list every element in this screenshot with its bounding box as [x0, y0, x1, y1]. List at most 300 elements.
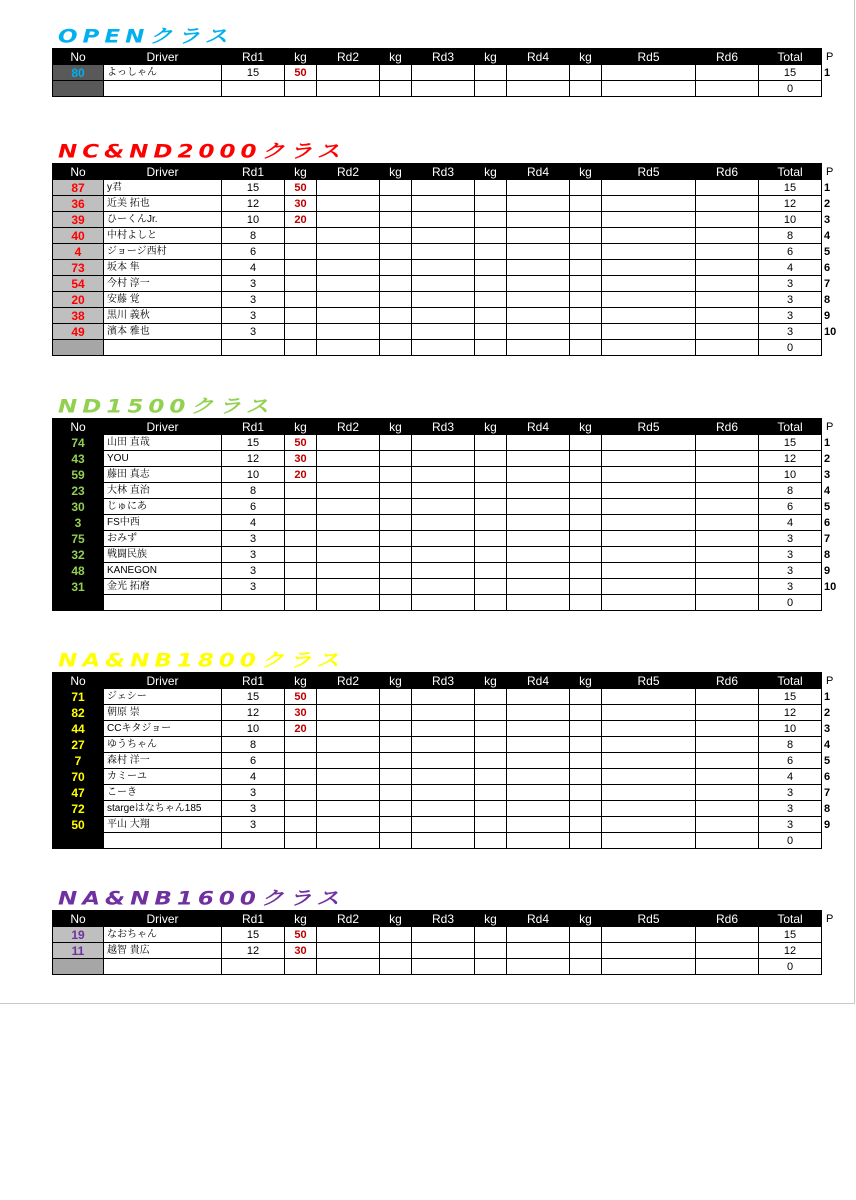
empty-cell [602, 483, 696, 499]
empty-cell [570, 65, 602, 81]
empty-cell [602, 260, 696, 276]
total-points: 8 [759, 228, 822, 244]
column-header: Rd2 [317, 164, 380, 180]
empty-cell [380, 531, 412, 547]
empty-cell [570, 563, 602, 579]
driver-name: 越智 貴広 [104, 943, 222, 959]
car-number: 38 [53, 308, 104, 324]
column-header: Rd5 [602, 49, 696, 65]
empty-cell [602, 563, 696, 579]
position: 8 [824, 802, 831, 815]
empty-cell [475, 705, 507, 721]
rd1-kg: 30 [285, 943, 317, 959]
empty-cell [570, 769, 602, 785]
column-header: Rd3 [412, 911, 475, 927]
empty-cell [696, 531, 759, 547]
empty-cell [696, 515, 759, 531]
position: 3 [824, 213, 831, 226]
empty-cell [602, 959, 696, 975]
class-title: NA&NB1600クラス [58, 887, 345, 910]
rd1-points: 4 [222, 515, 285, 531]
empty-cell [570, 785, 602, 801]
table-row [53, 785, 846, 801]
section-na-nb1800 [52, 644, 846, 849]
empty-cell [570, 531, 602, 547]
empty-cell [475, 435, 507, 451]
empty-cell [475, 515, 507, 531]
empty-cell [380, 689, 412, 705]
rd1-kg: 50 [285, 435, 317, 451]
total-points: 3 [759, 292, 822, 308]
empty-cell [475, 292, 507, 308]
table-row [53, 721, 846, 737]
results-table [52, 672, 846, 849]
empty-cell [475, 737, 507, 753]
empty-cell [317, 212, 380, 228]
table-row-blank [53, 340, 846, 356]
empty-cell [602, 705, 696, 721]
empty-cell [380, 451, 412, 467]
empty-cell [285, 595, 317, 611]
rd1-points: 8 [222, 737, 285, 753]
empty-cell [317, 785, 380, 801]
rd1-kg [285, 499, 317, 515]
empty-cell [380, 244, 412, 260]
column-header: Rd3 [412, 49, 475, 65]
empty-cell [602, 244, 696, 260]
car-number: 71 [53, 689, 104, 705]
empty-cell [507, 801, 570, 817]
car-number: 31 [53, 579, 104, 595]
empty-cell [602, 65, 696, 81]
empty-cell [475, 579, 507, 595]
position [822, 959, 846, 975]
position: 5 [824, 500, 831, 513]
column-header: kg [570, 673, 602, 689]
empty-cell [317, 467, 380, 483]
section-open [52, 20, 846, 97]
empty-cell [475, 959, 507, 975]
rd1-points: 3 [222, 324, 285, 340]
empty-cell [507, 180, 570, 196]
total-points: 3 [759, 308, 822, 324]
rd1-kg [285, 563, 317, 579]
empty-cell [507, 753, 570, 769]
column-header: kg [380, 673, 412, 689]
empty-cell [507, 595, 570, 611]
empty-cell [602, 817, 696, 833]
empty-cell [317, 435, 380, 451]
empty-cell [412, 228, 475, 244]
header-row [53, 164, 846, 180]
empty-cell [475, 943, 507, 959]
driver-name: おみず [104, 531, 222, 547]
car-number: 23 [53, 483, 104, 499]
rd1-points: 6 [222, 244, 285, 260]
empty-cell [507, 212, 570, 228]
empty-cell [475, 212, 507, 228]
empty-cell [602, 276, 696, 292]
empty-cell [570, 499, 602, 515]
empty-cell [507, 483, 570, 499]
empty-cell [412, 769, 475, 785]
empty-cell [380, 959, 412, 975]
empty-cell [507, 737, 570, 753]
rd1-kg: 30 [285, 196, 317, 212]
empty-cell [412, 595, 475, 611]
driver-name: 坂本 隼 [104, 260, 222, 276]
empty-cell [475, 801, 507, 817]
empty-cell [380, 467, 412, 483]
empty-cell [104, 340, 222, 356]
empty-cell [317, 324, 380, 340]
empty-cell [602, 340, 696, 356]
table-row [53, 276, 846, 292]
empty-cell [507, 515, 570, 531]
position: 7 [824, 532, 831, 545]
empty-cell [380, 228, 412, 244]
empty-cell [475, 817, 507, 833]
empty-cell [570, 943, 602, 959]
car-number: 80 [53, 65, 104, 81]
empty-cell [602, 547, 696, 563]
empty-cell [602, 943, 696, 959]
total-points: 10 [759, 467, 822, 483]
empty-cell [696, 705, 759, 721]
car-number: 30 [53, 499, 104, 515]
column-header: Rd2 [317, 419, 380, 435]
empty-cell [475, 547, 507, 563]
driver-name: y君 [104, 180, 222, 196]
rd1-points: 6 [222, 753, 285, 769]
position: 10 [824, 325, 837, 338]
driver-name: stargeはなちゃん185 [104, 801, 222, 817]
empty-cell [317, 943, 380, 959]
column-header: kg [380, 49, 412, 65]
column-header: Rd5 [602, 911, 696, 927]
empty-cell [317, 196, 380, 212]
total-points: 3 [759, 579, 822, 595]
column-header: Rd1 [222, 911, 285, 927]
column-header: kg [285, 673, 317, 689]
total-points: 8 [759, 737, 822, 753]
table-row [53, 801, 846, 817]
position: 2 [824, 197, 831, 210]
empty-cell [380, 769, 412, 785]
empty-cell [570, 579, 602, 595]
empty-cell [475, 308, 507, 324]
empty-cell [380, 81, 412, 97]
total-points: 6 [759, 753, 822, 769]
results-table [52, 48, 846, 97]
total-points: 8 [759, 483, 822, 499]
car-number: 87 [53, 180, 104, 196]
driver-name: 近美 拓也 [104, 196, 222, 212]
total-points: 12 [759, 196, 822, 212]
empty-cell [380, 499, 412, 515]
column-header: No [53, 164, 104, 180]
driver-name: FS中西 [104, 515, 222, 531]
column-header: Driver [104, 419, 222, 435]
empty-cell [317, 276, 380, 292]
table-row [53, 324, 846, 340]
empty-cell [475, 451, 507, 467]
empty-cell [380, 579, 412, 595]
position: 4 [824, 229, 831, 242]
position: 8 [824, 548, 831, 561]
empty-cell [507, 927, 570, 943]
driver-name: こーき [104, 785, 222, 801]
driver-name: ジョージ西村 [104, 244, 222, 260]
empty-cell [317, 737, 380, 753]
empty-cell [412, 260, 475, 276]
driver-name: じゅにあ [104, 499, 222, 515]
column-header: Rd6 [696, 164, 759, 180]
empty-cell [380, 705, 412, 721]
rd1-kg [285, 769, 317, 785]
table-row [53, 292, 846, 308]
column-header: kg [285, 419, 317, 435]
rd1-kg: 50 [285, 65, 317, 81]
empty-cell [602, 927, 696, 943]
empty-cell [602, 801, 696, 817]
car-number-empty [53, 81, 104, 97]
column-header: Total [759, 164, 822, 180]
car-number: 3 [53, 515, 104, 531]
table-row-blank [53, 959, 846, 975]
empty-cell [475, 531, 507, 547]
position: 1 [824, 181, 831, 194]
empty-cell [696, 483, 759, 499]
empty-cell [602, 753, 696, 769]
empty-cell [380, 308, 412, 324]
empty-cell [507, 228, 570, 244]
rd1-points: 4 [222, 769, 285, 785]
empty-cell [696, 753, 759, 769]
table-row [53, 435, 846, 451]
empty-cell [570, 340, 602, 356]
position: 6 [824, 770, 831, 783]
empty-cell [412, 817, 475, 833]
empty-cell [696, 308, 759, 324]
empty-cell [507, 324, 570, 340]
empty-cell [570, 451, 602, 467]
position: 2 [824, 706, 831, 719]
empty-cell [222, 340, 285, 356]
car-number-empty [53, 959, 104, 975]
rd1-kg [285, 531, 317, 547]
position [822, 943, 846, 959]
class-title: NC&ND2000クラス [58, 140, 345, 163]
empty-cell [696, 547, 759, 563]
results-table [52, 163, 846, 356]
car-number: 72 [53, 801, 104, 817]
empty-cell [412, 753, 475, 769]
column-header: Rd1 [222, 49, 285, 65]
empty-cell [570, 705, 602, 721]
empty-cell [475, 721, 507, 737]
driver-name: 中村よしと [104, 228, 222, 244]
empty-cell [412, 785, 475, 801]
empty-cell [475, 228, 507, 244]
header-row [53, 419, 846, 435]
rd1-kg [285, 753, 317, 769]
column-header: Rd5 [602, 164, 696, 180]
driver-name: カミーユ [104, 769, 222, 785]
empty-cell [317, 927, 380, 943]
empty-cell [602, 196, 696, 212]
total-points: 10 [759, 212, 822, 228]
column-header: Rd6 [696, 911, 759, 927]
rd1-kg [285, 292, 317, 308]
table-row [53, 579, 846, 595]
table-row [53, 769, 846, 785]
position: 9 [824, 309, 831, 322]
driver-name: CCキタジョー [104, 721, 222, 737]
empty-cell [475, 65, 507, 81]
rd1-points: 3 [222, 579, 285, 595]
rd1-points: 4 [222, 260, 285, 276]
empty-cell [317, 531, 380, 547]
empty-cell [507, 308, 570, 324]
empty-cell [696, 260, 759, 276]
empty-cell [570, 753, 602, 769]
driver-name: 平山 大翔 [104, 817, 222, 833]
rd1-kg: 30 [285, 705, 317, 721]
empty-cell [412, 943, 475, 959]
class-title: ND1500クラス [58, 395, 274, 418]
empty-cell [602, 595, 696, 611]
car-number: 4 [53, 244, 104, 260]
empty-cell [317, 959, 380, 975]
empty-cell [696, 785, 759, 801]
car-number: 50 [53, 817, 104, 833]
section-na-nb1600 [52, 882, 846, 975]
empty-cell [380, 737, 412, 753]
empty-cell [475, 260, 507, 276]
empty-cell [412, 833, 475, 849]
empty-cell [475, 324, 507, 340]
empty-cell [602, 515, 696, 531]
empty-cell [602, 228, 696, 244]
total-points: 15 [759, 435, 822, 451]
empty-cell [412, 180, 475, 196]
empty-cell [570, 276, 602, 292]
empty-cell [380, 196, 412, 212]
car-number-empty [53, 833, 104, 849]
empty-cell [104, 81, 222, 97]
empty-cell [412, 515, 475, 531]
table-row [53, 228, 846, 244]
column-header: Rd4 [507, 49, 570, 65]
rd1-points: 10 [222, 467, 285, 483]
car-number: 54 [53, 276, 104, 292]
empty-cell [602, 451, 696, 467]
position: 7 [824, 277, 831, 290]
rd1-points: 12 [222, 943, 285, 959]
empty-cell [602, 435, 696, 451]
empty-cell [475, 785, 507, 801]
empty-cell [412, 340, 475, 356]
rd1-points: 3 [222, 547, 285, 563]
empty-cell [222, 81, 285, 97]
total-points: 4 [759, 515, 822, 531]
empty-cell [475, 595, 507, 611]
rd1-points: 15 [222, 180, 285, 196]
empty-cell [507, 531, 570, 547]
empty-cell [380, 276, 412, 292]
empty-cell [570, 467, 602, 483]
table-row [53, 196, 846, 212]
rd1-points: 8 [222, 483, 285, 499]
empty-cell [570, 324, 602, 340]
rd1-kg [285, 244, 317, 260]
empty-cell [570, 81, 602, 97]
position: 1 [824, 690, 831, 703]
empty-cell [696, 451, 759, 467]
car-number: 43 [53, 451, 104, 467]
empty-cell [507, 943, 570, 959]
results-table [52, 418, 846, 611]
empty-cell [602, 499, 696, 515]
empty-cell [475, 483, 507, 499]
column-header: P [822, 419, 846, 435]
section-nc-nd2000 [52, 135, 846, 356]
column-header: kg [285, 164, 317, 180]
total-points: 4 [759, 260, 822, 276]
column-header: kg [475, 419, 507, 435]
car-number-empty [53, 340, 104, 356]
empty-cell [696, 467, 759, 483]
driver-name: YOU [104, 451, 222, 467]
empty-cell [570, 737, 602, 753]
empty-cell [317, 65, 380, 81]
car-number: 19 [53, 927, 104, 943]
position: 5 [824, 245, 831, 258]
section-nd1500 [52, 390, 846, 611]
position: 4 [824, 738, 831, 751]
results-table [52, 910, 846, 975]
empty-cell [507, 785, 570, 801]
driver-name: 濱本 雅也 [104, 324, 222, 340]
empty-cell [507, 196, 570, 212]
empty-cell [475, 244, 507, 260]
empty-cell [285, 340, 317, 356]
empty-cell [317, 499, 380, 515]
empty-cell [317, 753, 380, 769]
empty-cell [475, 753, 507, 769]
column-header: Driver [104, 673, 222, 689]
table-row [53, 563, 846, 579]
rd1-kg: 30 [285, 451, 317, 467]
empty-cell [570, 927, 602, 943]
rd1-points: 3 [222, 817, 285, 833]
empty-cell [602, 81, 696, 97]
empty-cell [507, 833, 570, 849]
column-header: Total [759, 49, 822, 65]
table-row [53, 705, 846, 721]
empty-cell [602, 180, 696, 196]
empty-cell [507, 499, 570, 515]
total-points: 0 [759, 340, 822, 356]
total-points: 3 [759, 276, 822, 292]
table-row [53, 689, 846, 705]
rd1-kg [285, 547, 317, 563]
empty-cell [696, 801, 759, 817]
empty-cell [222, 959, 285, 975]
column-header: Total [759, 911, 822, 927]
total-points: 15 [759, 65, 822, 81]
